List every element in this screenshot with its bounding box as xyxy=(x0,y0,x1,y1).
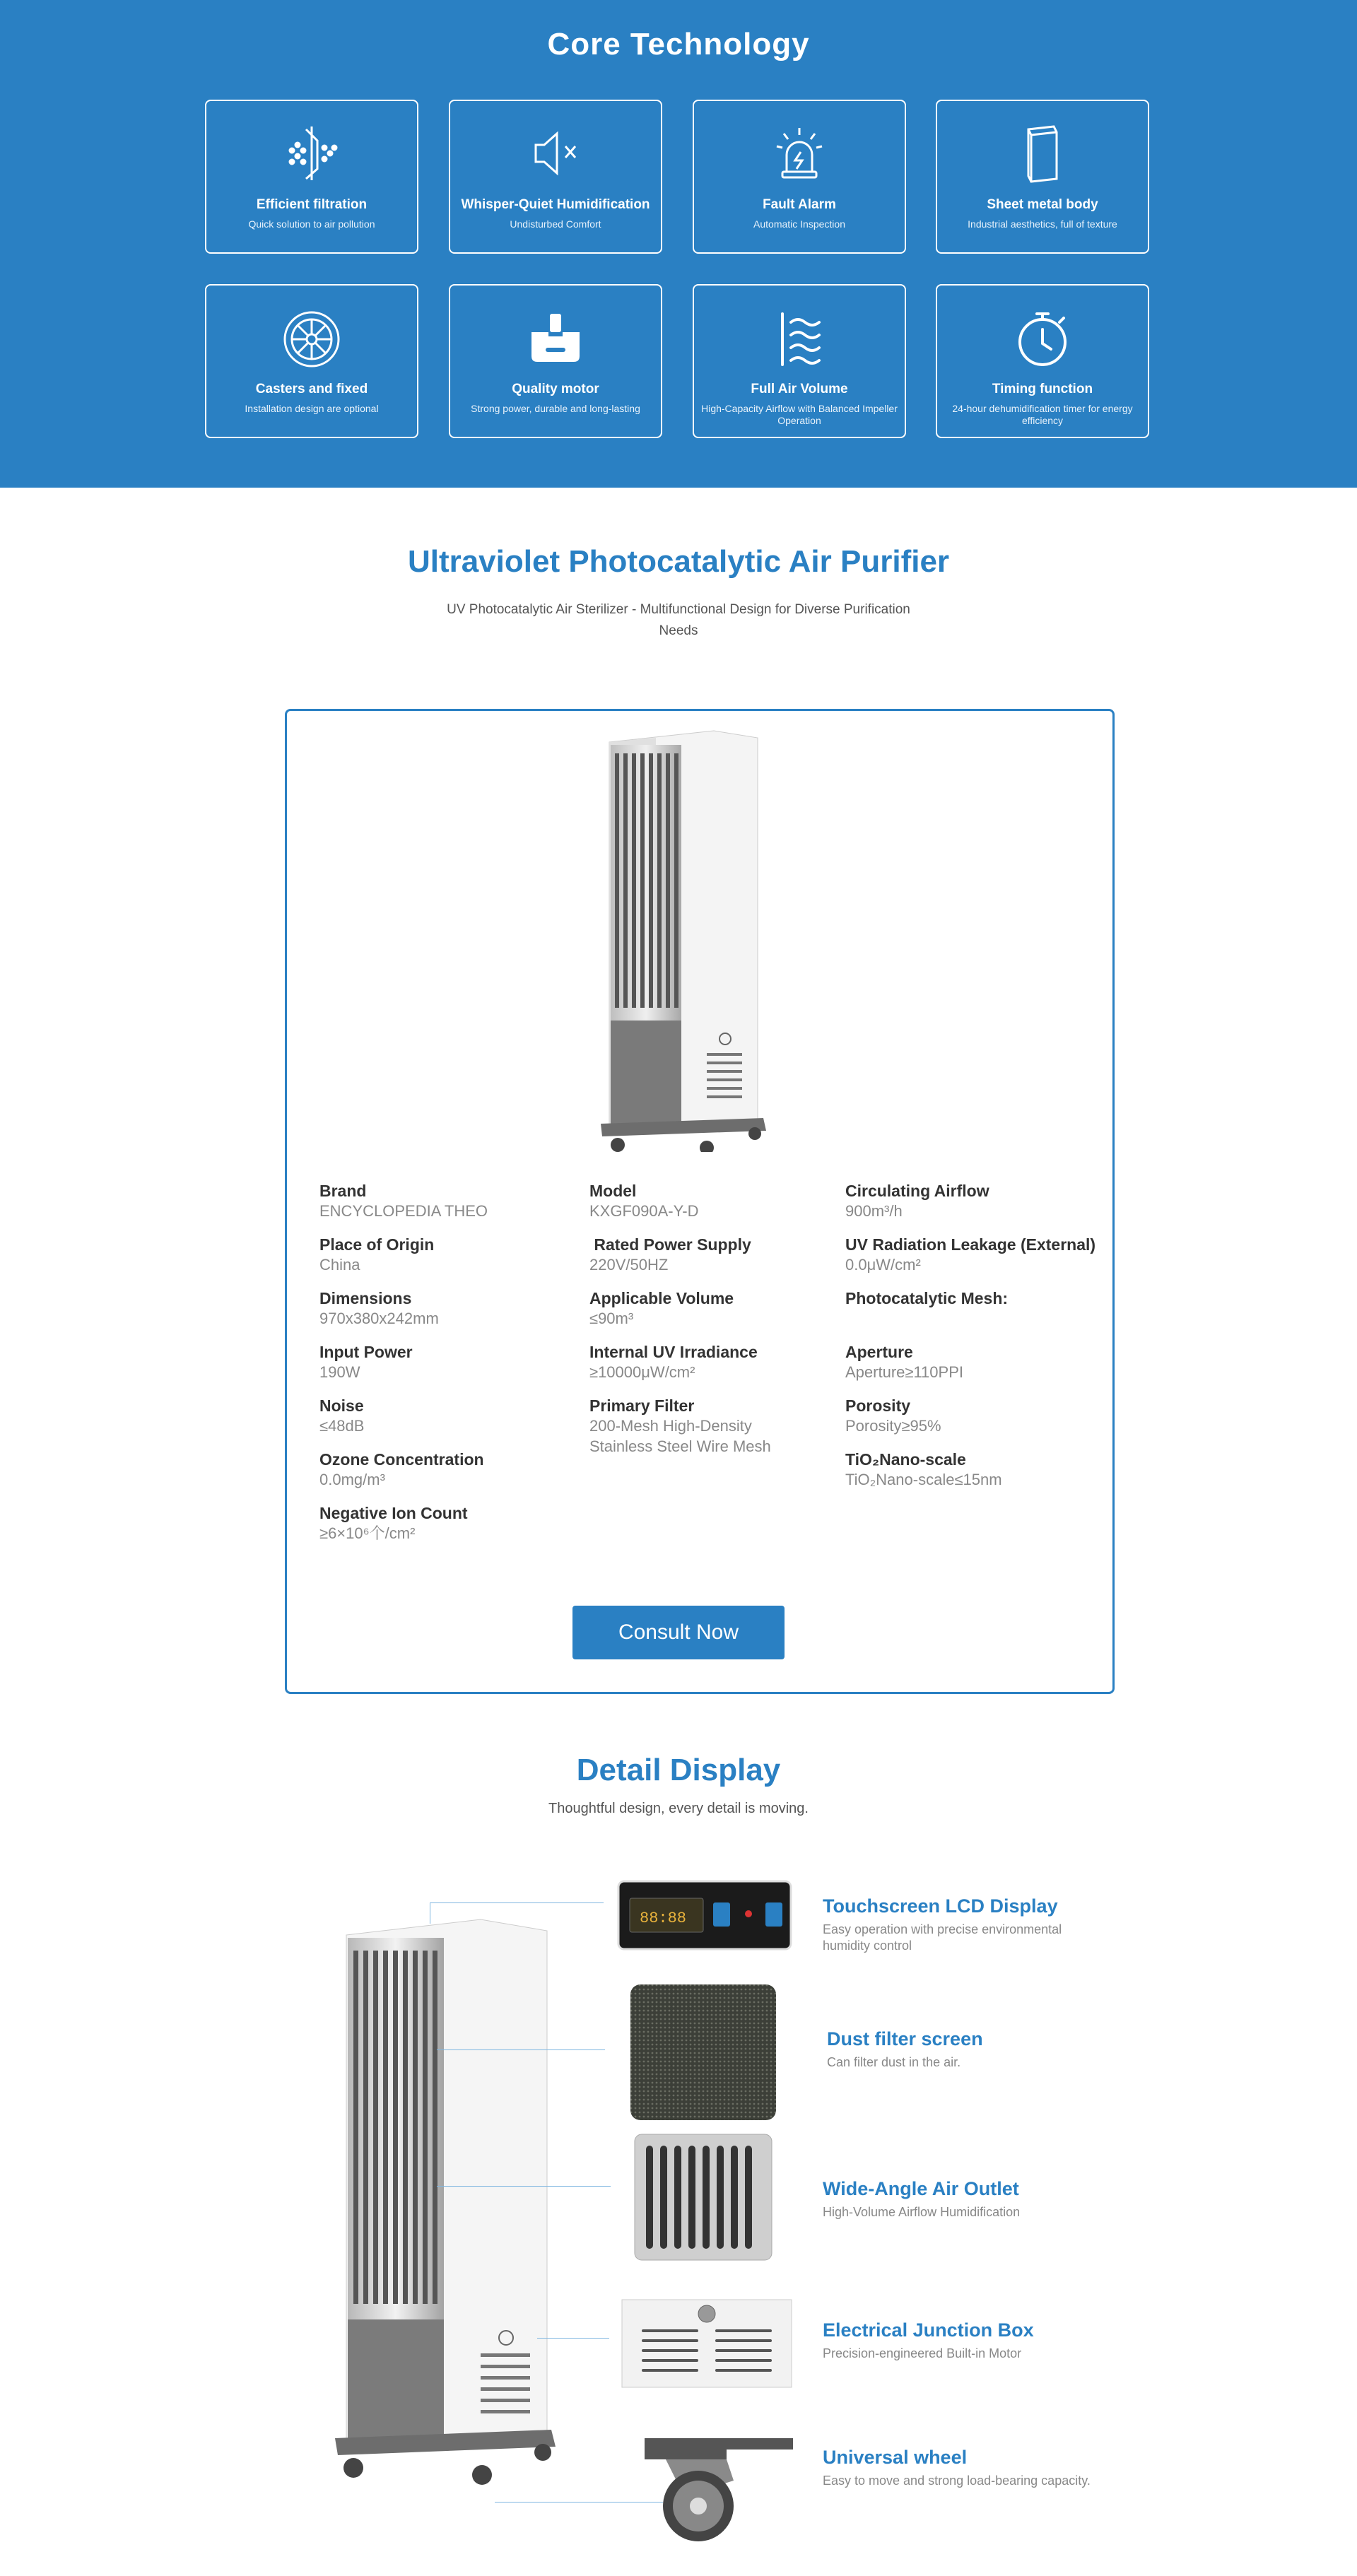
wheel-icon xyxy=(206,304,417,372)
leader-line xyxy=(495,2502,663,2503)
spec-brand: Brand ENCYCLOPEDIA THEO xyxy=(319,1182,488,1220)
cabinet-icon xyxy=(937,119,1148,187)
svg-text:88:88: 88:88 xyxy=(640,1910,687,1927)
feature-subtitle: Installation design are optional xyxy=(245,403,379,414)
detail-air-outlet: Wide-Angle Air Outlet High-Volume Airflow Humidification xyxy=(823,2178,1021,2219)
spec-photocatalytic-mesh: Photocatalytic Mesh: xyxy=(845,1289,1009,1307)
feature-card-casters xyxy=(205,284,418,438)
alarm-light-icon xyxy=(694,119,905,187)
spec-uv-irradiance: Internal UV Irradiance ≥10000μW/cm² xyxy=(589,1343,758,1381)
detail-dust-filter: Dust filter screen Can filter dust in the air. xyxy=(827,2028,983,2069)
universal-wheel-image xyxy=(642,2431,799,2544)
feature-card-filtration xyxy=(205,100,418,254)
detail-universal-wheel: Universal wheel Easy to move and strong load-bearing capacity. xyxy=(823,2447,1091,2488)
air-purifier-image xyxy=(594,728,770,1152)
feature-title: Full Air Volume xyxy=(751,382,848,396)
spec-airflow: Circulating Airflow 900m³/h xyxy=(845,1182,989,1220)
feature-title: Whisper-Quiet Humidification xyxy=(461,197,650,212)
spec-negative-ion: Negative Ion Count ≥6×10⁶个/cm² xyxy=(319,1504,468,1542)
core-technology-title: Core Technology xyxy=(547,27,810,61)
filtration-icon xyxy=(206,119,417,187)
feature-card-alarm xyxy=(693,100,906,254)
spec-rated-power: Rated Power Supply 220V/50HZ xyxy=(589,1235,751,1274)
spec-uv-leakage: UV Radiation Leakage (External) 0.0μW/cm² xyxy=(845,1235,1096,1274)
detail-display-title: Detail Display xyxy=(576,1753,781,1787)
motor-icon xyxy=(450,304,661,372)
spec-model: Model KXGF090A-Y-D xyxy=(589,1182,699,1220)
consult-now-button[interactable]: Consult Now xyxy=(572,1606,785,1659)
spec-primary-filter: Primary Filter 200-Mesh High-Density Stainless Steel Wire Mesh xyxy=(589,1396,771,1455)
feature-card-air-volume xyxy=(693,284,906,438)
spec-dimensions: Dimensions 970x380x242mm xyxy=(319,1289,439,1327)
spec-origin: Place of Origin China xyxy=(319,1235,435,1274)
mute-speaker-icon xyxy=(450,119,661,187)
leader-line xyxy=(437,2049,605,2050)
feature-card-timing xyxy=(936,284,1149,438)
leader-line xyxy=(430,1902,604,1903)
leader-line xyxy=(537,2338,609,2339)
spec-noise: Noise ≤48dB xyxy=(319,1396,365,1435)
feature-subtitle: 24-hour dehumidification timer for energy efficiency xyxy=(952,403,1133,426)
product-subtitle: UV Photocatalytic Air Sterilizer - Multifunctional Design for Diverse Purification Needs xyxy=(447,602,910,638)
detail-lcd-display: Touchscreen LCD Display Easy operation with precise environmental humidity control xyxy=(823,1895,1062,1953)
product-title: Ultraviolet Photocatalytic Air Purifier xyxy=(407,544,950,579)
dust-filter-image xyxy=(629,1983,777,2122)
feature-title: Timing function xyxy=(992,382,1093,396)
spec-applicable-volume: Applicable Volume ≤90m³ xyxy=(589,1289,734,1327)
spec-tio2: TiO₂Nano-scale TiO₂Nano-scale≤15nm xyxy=(845,1450,1002,1488)
feature-subtitle: Automatic Inspection xyxy=(753,218,845,230)
feature-subtitle: Strong power, durable and long-lasting xyxy=(471,403,640,414)
spec-input-power: Input Power 190W xyxy=(319,1343,413,1381)
feature-subtitle: Industrial aesthetics, full of texture xyxy=(968,218,1117,230)
core-technology-section xyxy=(0,0,1357,488)
detail-junction-box: Electrical Junction Box Precision-engineered Built-in Motor xyxy=(823,2319,1034,2360)
leader-line xyxy=(437,2186,611,2187)
feature-title: Casters and fixed xyxy=(255,382,368,396)
spec-aperture: Aperture Aperture≥110PPI xyxy=(845,1343,963,1381)
spec-porosity: Porosity Porosity≥95% xyxy=(845,1396,941,1435)
stopwatch-icon xyxy=(937,304,1148,372)
feature-card-quiet xyxy=(449,100,662,254)
feature-title: Quality motor xyxy=(512,382,599,396)
feature-title: Sheet metal body xyxy=(987,197,1098,212)
feature-subtitle: Quick solution to air pollution xyxy=(248,218,375,230)
spec-ozone: Ozone Concentration 0.0mg/m³ xyxy=(319,1450,484,1488)
junction-box-image xyxy=(621,2298,793,2389)
airflow-icon xyxy=(694,304,905,372)
feature-card-motor xyxy=(449,284,662,438)
air-outlet-image xyxy=(633,2133,773,2262)
feature-title: Efficient filtration xyxy=(256,197,368,212)
feature-card-sheet-metal xyxy=(936,100,1149,254)
lcd-display-image xyxy=(617,1880,792,1951)
air-purifier-detail-image xyxy=(332,1915,565,2516)
feature-subtitle: High-Capacity Airflow with Balanced Impeller Operation xyxy=(701,403,898,426)
feature-subtitle: Undisturbed Comfort xyxy=(510,218,601,230)
feature-title: Fault Alarm xyxy=(763,197,836,212)
detail-display-subtitle: Thoughtful design, every detail is moving. xyxy=(548,1801,809,1816)
